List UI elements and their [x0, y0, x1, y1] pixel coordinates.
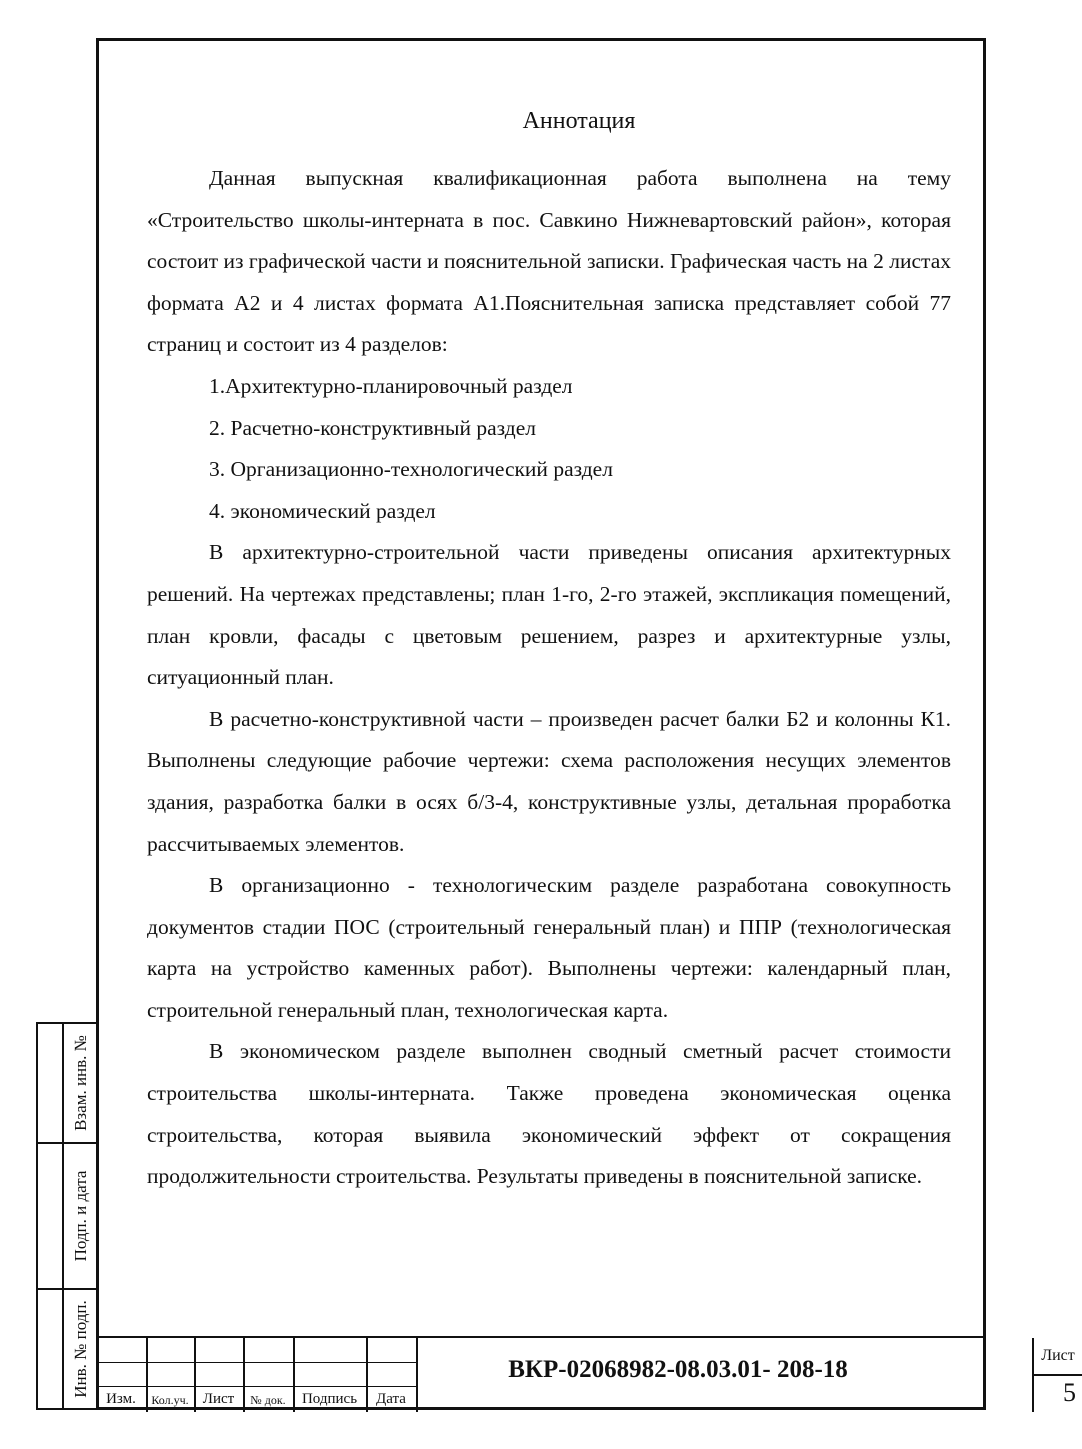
sheet-number: 5	[1063, 1378, 1076, 1407]
sheet-label: Лист	[1041, 1347, 1075, 1364]
architecture-paragraph: В архитектурно-строительной части приведены описания архитектурных решений. На чертежах представлены; план 1-го, 2-го этажей, экспликация помещений, план кровли, фасады с цветовым решением, разрез и архитектурные узлы, ситуационный план.	[147, 540, 951, 690]
document-code: ВКР-02068982-08.03.01- 208-18	[508, 1356, 848, 1383]
side-label-vzam: Взам. инв. №	[71, 1035, 90, 1131]
list-item: 1.Архитектурно-планировочный раздел	[209, 373, 573, 398]
document-code-cell	[416, 1338, 1032, 1412]
sheet-cell	[1032, 1338, 1082, 1412]
stamp-ndok: № док.	[250, 1393, 286, 1407]
structural-paragraph: В расчетно-конструктивной части – произведен расчет балки Б2 и колонны К1. Выполнены следующие рабочие чертежи: схема расположения несущих элементов здания, разработка балки в осях б/3-4, конструктивные узлы, детальная проработка рассчитываемых элементов.	[147, 706, 951, 856]
side-stamp-inv	[36, 1288, 98, 1410]
organization-paragraph: В организационно - технологическим разделе разработана совокупность документов стадии ПОС (строительный генеральный план) и ППР (технологическая карта на устройство каменных работ). Выполнены чертежи: календарный план, строительной генеральный план, технологическая карта.	[147, 873, 951, 1022]
side-label-inv: Инв. № подп.	[71, 1300, 90, 1398]
stamp-data: Дата	[376, 1391, 406, 1407]
stamp-kol: Кол.уч.	[151, 1393, 189, 1407]
list-item: 3. Организационно-технологический раздел	[209, 457, 613, 482]
economic-paragraph: В экономическом разделе выполнен сводный сметный расчет стоимости строительства школы-интерната. Также проведена экономическая оценка строительства, которая выявила экономический эффект от сокращения продолжительности строительства. Результаты приведены в пояснительной записке.	[147, 1039, 951, 1189]
page-title	[96, 108, 1062, 135]
title-block	[96, 1336, 1076, 1410]
intro-paragraph: Данная выпускная квалификационная работа выполнена на тему «Строительство школы-интерната в пос. Савкино Нижневартовский район», которая состоит из графической части и пояснительной записки. Графическая часть на 2 листах формата А2 и 4 листах формата А1.Пояснительная записка представляет собой 77 страниц и состоит из 4 разделов:	[147, 166, 951, 357]
stamp-list: Лист	[202, 1391, 235, 1407]
document-body	[147, 158, 951, 1198]
list-item: 4. экономический раздел	[209, 498, 436, 523]
stamp-izm: Изм.	[106, 1391, 136, 1407]
list-item: 2. Расчетно-конструктивный раздел	[209, 415, 536, 440]
side-label-podp: Подп. и дата	[71, 1170, 90, 1262]
title-text: Аннотация	[522, 108, 636, 134]
revision-grid	[96, 1338, 416, 1412]
side-stamp-vzam	[36, 1022, 98, 1144]
side-stamp-podp	[36, 1142, 98, 1290]
stamp-podpis: Подпись	[301, 1391, 358, 1407]
